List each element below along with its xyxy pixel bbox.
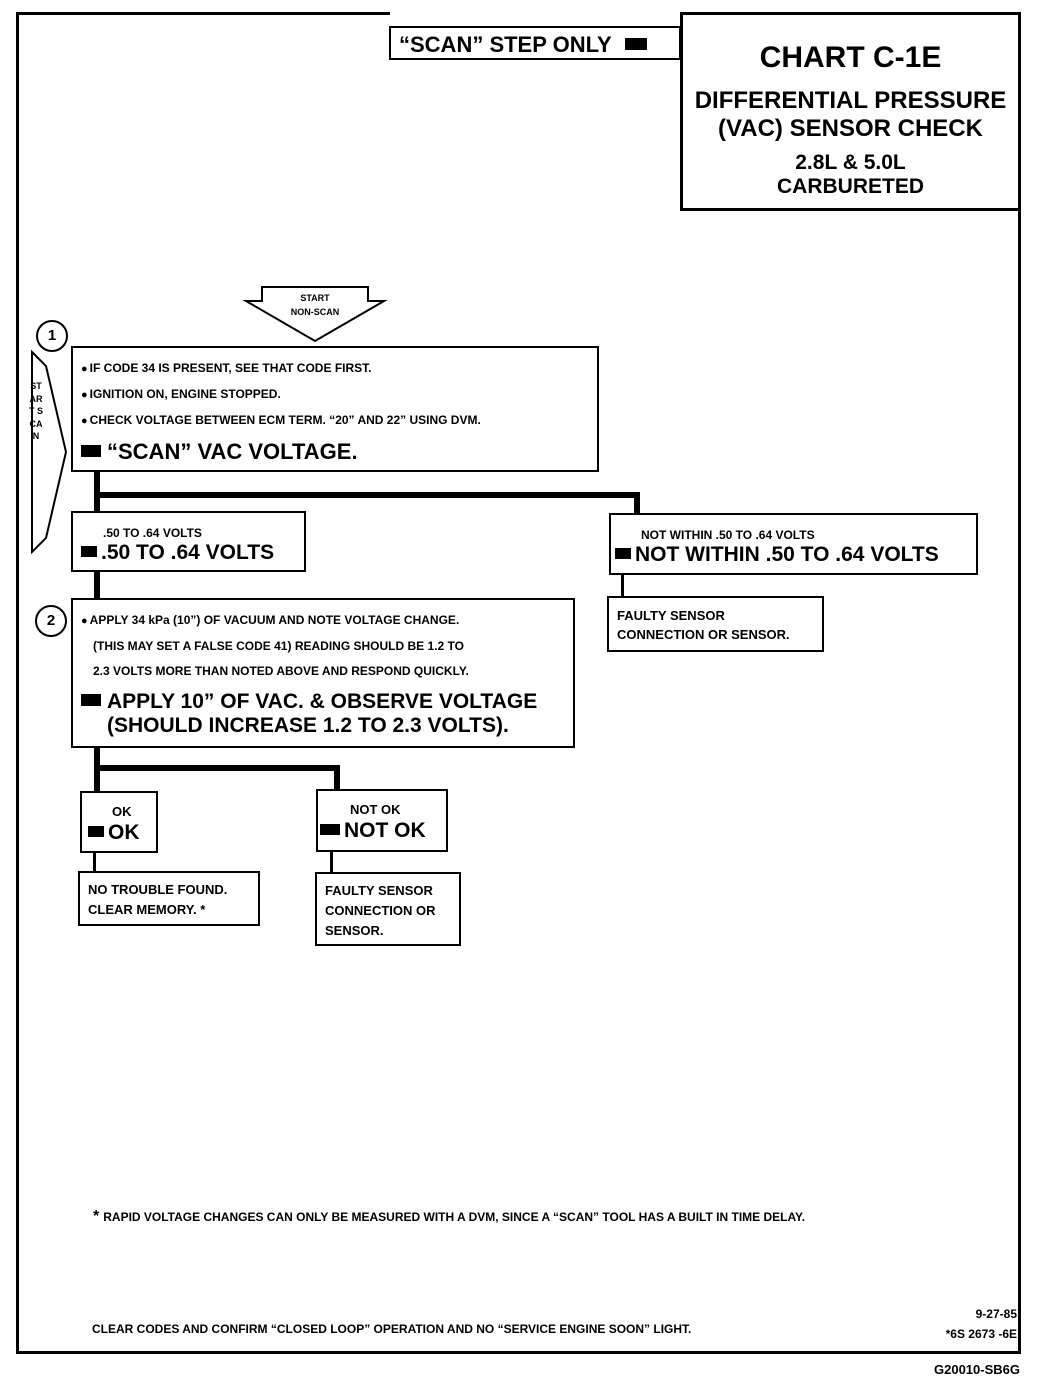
result-line: CONNECTION OR — [325, 903, 436, 918]
volts-out-of-range-small: NOT WITHIN .50 TO .64 VOLTS — [641, 528, 815, 542]
connector-bad-voltage-down — [621, 573, 624, 597]
scan-marker-icon — [625, 38, 647, 50]
non-scan-label: NON-SCAN — [290, 307, 340, 317]
engine-sizes: 2.8L & 5.0L — [795, 151, 906, 174]
step-2-number: 2 — [35, 605, 67, 637]
result-line: NO TROUBLE FOUND. — [88, 882, 228, 897]
ok-big: OK — [88, 821, 156, 845]
start-non-scan-label — [270, 291, 360, 319]
step-1-scan-text: “SCAN” VAC VOLTAGE. — [81, 440, 597, 464]
step-1-number: 1 — [36, 320, 68, 352]
step-1-bullet-2: ● IGNITION ON, ENGINE STOPPED. — [81, 387, 281, 401]
result-line: CONNECTION OR SENSOR. — [617, 627, 790, 642]
volts-out-of-range-big: NOT WITHIN .50 TO .64 VOLTS — [615, 543, 976, 567]
not-ok-box — [316, 789, 448, 852]
bottom-note: CLEAR CODES AND CONFIRM “CLOSED LOOP” OPERATION AND NO “SERVICE ENGINE SOON” LIGHT. — [92, 1322, 692, 1336]
scan-marker-icon — [81, 445, 101, 457]
volts-out-of-range-box — [609, 513, 978, 575]
faulty-sensor-result-2 — [315, 872, 461, 946]
result-line: FAULTY SENSOR — [617, 608, 725, 623]
result-line: FAULTY SENSOR — [325, 883, 433, 898]
footnote-text: RAPID VOLTAGE CHANGES CAN ONLY BE MEASURED WITH A DVM, SINCE A “SCAN” TOOL HAS A BUILT IN TIME DELAY. — [103, 1210, 806, 1224]
title-line-2: (VAC) SENSOR CHECK — [718, 115, 983, 142]
revision-date: 9-27-85 — [975, 1307, 1017, 1321]
connector-step1-horizontal — [94, 492, 640, 498]
ok-box — [80, 791, 158, 853]
connector-step2-horizontal — [94, 765, 340, 771]
chart-id: CHART C-1E — [759, 41, 942, 74]
chart-title-block — [680, 12, 1021, 211]
footnote-mark: * — [93, 1208, 100, 1225]
step-2-line-2: (THIS MAY SET A FALSE CODE 41) READING SHOULD BE 1.2 TO — [93, 639, 464, 653]
no-trouble-result — [78, 871, 260, 926]
fuel-type: CARBURETED — [777, 175, 924, 198]
step-1-bullet-1: ● IF CODE 34 IS PRESENT, SEE THAT CODE FIRST. — [81, 361, 372, 375]
connector-not-ok-result — [330, 851, 333, 873]
faulty-sensor-result-1 — [607, 596, 824, 652]
scan-marker-icon — [320, 824, 340, 835]
scan-marker-icon — [81, 546, 97, 557]
volts-in-range-big: .50 TO .64 VOLTS — [81, 541, 304, 565]
scan-marker-icon — [88, 826, 104, 837]
scan-marker-icon — [81, 694, 101, 706]
scan-marker-icon — [615, 548, 631, 559]
scan-step-label: “SCAN” STEP ONLY — [399, 32, 612, 57]
volts-in-range-box — [71, 511, 306, 572]
result-line: SENSOR. — [325, 923, 384, 938]
volts-in-range-small: .50 TO .64 VOLTS — [103, 526, 202, 540]
step-2-line-3: 2.3 VOLTS MORE THAN NOTED ABOVE AND RESPOND QUICKLY. — [93, 664, 469, 678]
connector-ok-down — [93, 852, 96, 872]
step-2-scan-line-2: (SHOULD INCREASE 1.2 TO 2.3 VOLTS). — [107, 714, 509, 737]
top-rule-left — [16, 12, 390, 15]
scan-step-legend — [389, 26, 681, 60]
document-number: *6S 2673 -6E — [945, 1327, 1017, 1341]
start-scan-label: START SCAN — [29, 381, 44, 441]
figure-id: G20010-SB6G — [934, 1362, 1020, 1377]
step-2-line-1: ● APPLY 34 kPa (10”) OF VACUUM AND NOTE VOLTAGE CHANGE. — [81, 613, 460, 627]
not-ok-small: NOT OK — [350, 802, 401, 817]
step-2-box — [71, 598, 575, 748]
step-2-scan-line-1: APPLY 10” OF VAC. & OBSERVE VOLTAGE — [81, 690, 573, 714]
footnote — [93, 1208, 993, 1226]
ok-small: OK — [112, 804, 132, 819]
step-1-box — [71, 346, 599, 472]
start-label: START — [300, 293, 330, 303]
connector-to-step2 — [94, 570, 100, 600]
connector-not-ok-down — [334, 765, 340, 790]
step-1-bullet-3: ● CHECK VOLTAGE BETWEEN ECM TERM. “20” AND 22” USING DVM. — [81, 413, 481, 427]
result-line: CLEAR MEMORY. * — [88, 902, 206, 917]
title-line-1: DIFFERENTIAL PRESSURE — [694, 87, 1007, 114]
connector-right-down — [634, 492, 640, 514]
not-ok-big: NOT OK — [320, 819, 446, 843]
